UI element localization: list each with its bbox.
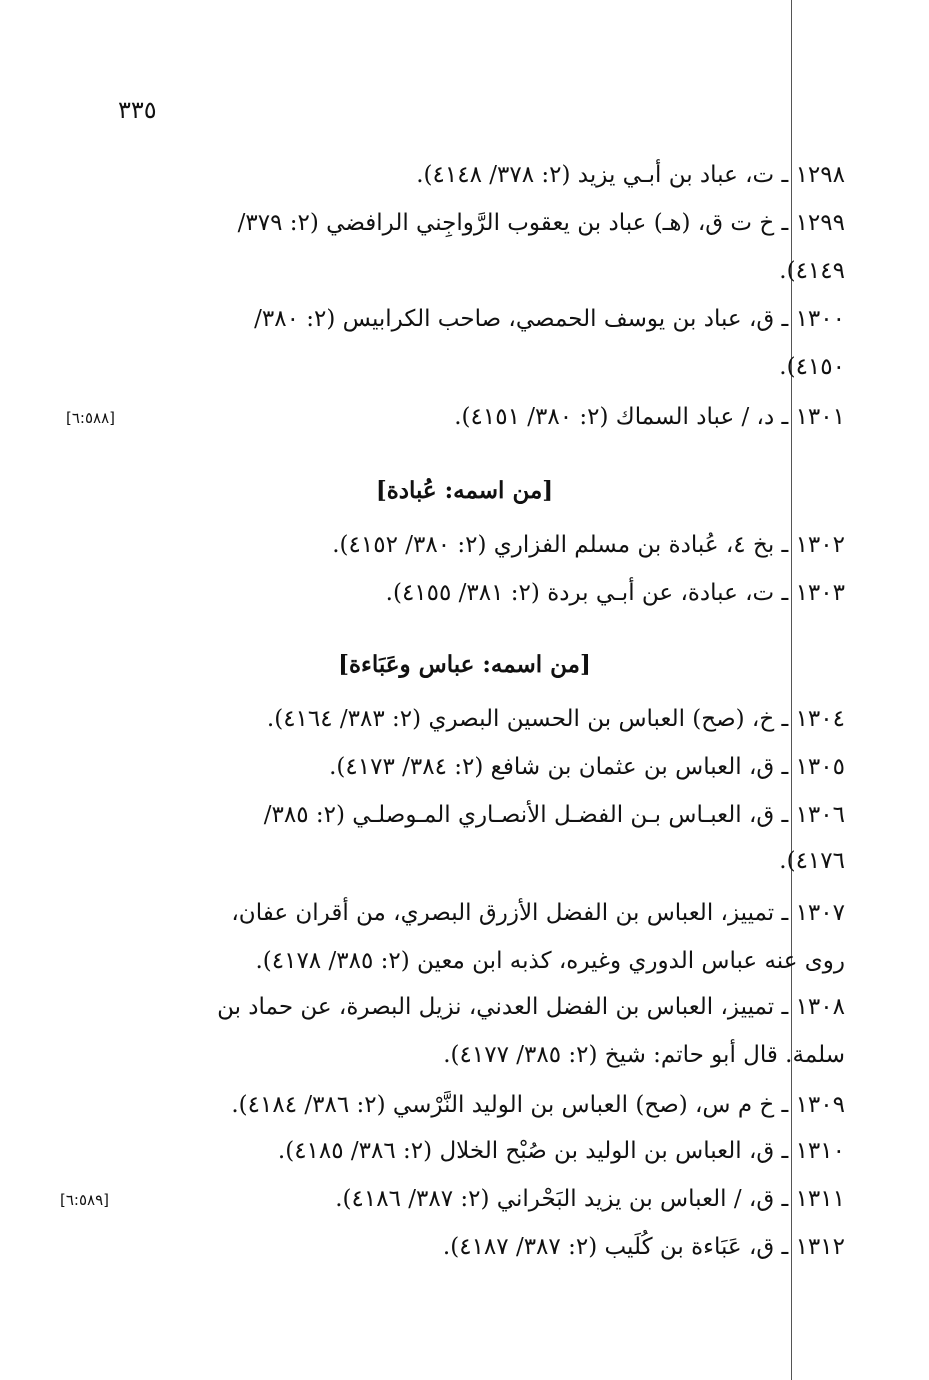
entry-1299-line1: ١٢٩٩ ـ خ ت ق، (هـ) عباد بن يعقوب الرَّواجِني الرافضي (٢: ٣٧٩/ xyxy=(237,210,845,236)
entry-1298: ١٢٩٨ ـ ت، عباد بن أبـي يزيد (٢: ٣٧٨/ ٤١٤٨). xyxy=(416,162,845,188)
section-heading-abbas: [من اسمه: عباس وعَبَاءة] xyxy=(338,651,591,678)
entry-1307-line1: ١٣٠٧ ـ تمييز، العباس بن الفضل الأزرق البصري، من أقران عفان، xyxy=(231,900,845,926)
entry-1306-line1: ١٣٠٦ ـ ق، العبـاس بـن الفضـل الأنصـاري المـوصلـي (٢: ٣٨٥/ xyxy=(263,802,845,828)
margin-reference: [٦:٥٨٨] xyxy=(66,409,115,427)
entry-1299-line2: ٤١٤٩). xyxy=(779,258,845,284)
entry-1300-line2: ٤١٥٠). xyxy=(779,354,845,380)
entry-1312: ١٣١٢ ـ ق، عَبَاءة بن كُلَيب (٢: ٣٨٧/ ٤١٨٧). xyxy=(442,1234,845,1260)
entry-1311: ١٣١١ ـ ق، / العباس بن يزيد البَحْراني (٢: ٣٨٧/ ٤١٨٦). xyxy=(335,1186,845,1212)
entry-1309: ١٣٠٩ ـ خ م س، (صح) العباس بن الوليد النَّرْسي (٢: ٣٨٦/ ٤١٨٤). xyxy=(231,1092,845,1118)
section-heading-ubada: [من اسمه: عُبادة] xyxy=(375,477,554,504)
entry-1303: ١٣٠٣ ـ ت، عبادة، عن أبـي بردة (٢: ٣٨١/ ٤١٥٥). xyxy=(385,580,845,606)
entry-1300-line1: ١٣٠٠ ـ ق، عباد بن يوسف الحمصي، صاحب الكرابيس (٢: ٣٨٠/ xyxy=(254,306,845,332)
page-number: ٣٣٥ xyxy=(118,96,157,124)
entry-1304: ١٣٠٤ ـ خ، (صح) العباس بن الحسين البصري (٢: ٣٨٣/ ٤١٦٤). xyxy=(266,706,845,732)
entry-1305: ١٣٠٥ ـ ق، العباس بن عثمان بن شافع (٢: ٣٨٤/ ٤١٧٣). xyxy=(329,754,845,780)
entry-1306-line2: ٤١٧٦). xyxy=(779,848,845,874)
margin-rule xyxy=(791,0,792,1380)
entry-1310: ١٣١٠ ـ ق، العباس بن الوليد بن صُبْح الخلال (٢: ٣٨٦/ ٤١٨٥). xyxy=(277,1138,845,1164)
margin-reference: [٦:٥٨٩] xyxy=(60,1191,109,1209)
entry-1302: ١٣٠٢ ـ بخ ٤، عُبادة بن مسلم الفزاري (٢: ٣٨٠/ ٤١٥٢). xyxy=(332,532,845,558)
entry-1308-line1: ١٣٠٨ ـ تمييز، العباس بن الفضل العدني، نزيل البصرة، عن حماد بن xyxy=(217,994,845,1020)
entry-1307-line2: روى عنه عباس الدوري وغيره، كذبه ابن معين (٢: ٣٨٥/ ٤١٧٨). xyxy=(255,948,845,974)
entry-1308-line2: سلمة. قال أبو حاتم: شيخ (٢: ٣٨٥/ ٤١٧٧). xyxy=(443,1042,845,1068)
entry-1301: ١٣٠١ ـ د، / عباد السماك (٢: ٣٨٠/ ٤١٥١). xyxy=(454,404,845,430)
